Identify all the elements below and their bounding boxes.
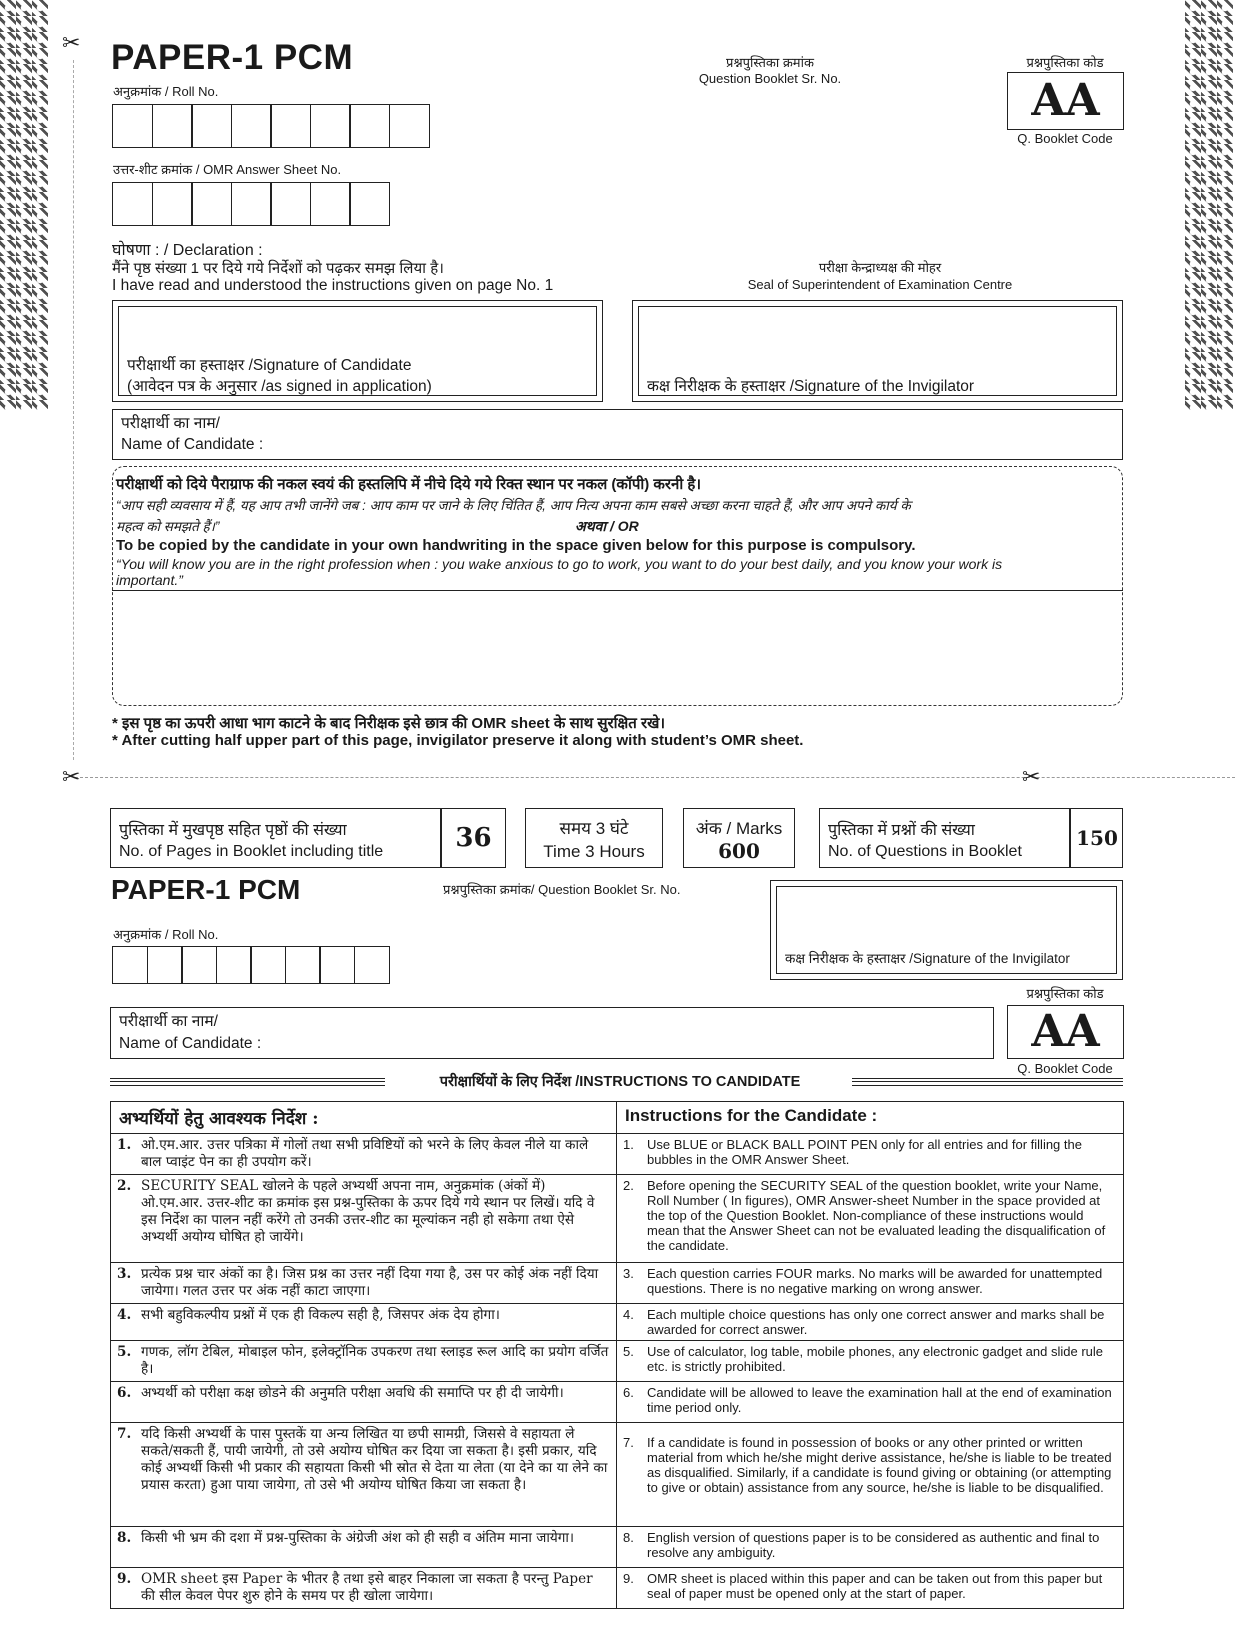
booklet-code-box-bottom: AA (1007, 1005, 1124, 1059)
instruction-row: 7. यदि किसी अभ्यर्थी के पास पुस्तकें या अन्य लिखित या छपी सामग्री, जिससे वे सहायता ले सकते/सकती हैं, पायी जायेगी, तो उसे अयोग्य घोषित कर दिया जा सकता है। इसी प्रकार, यदि कोई अभ्यर्थी किसी भी प्रकार की सहायता किसी भी स्रोत से देता या लेता (या देने का या लेने का प्रयास करता) हुआ पाया जायेगा, तो उसे भी अयोग्य घोषित किया जा सकता है। 7. If a candidate is found in possession of books or any other printed or written material from which he/she might derive assistance, he/she is liable to be treated as disqualified. Similarly, if a candidate is found giving or obtaining (or attempting to give or obtain) assistance from any source, he/she is liable to be disqualified. (111, 1423, 1124, 1527)
questions-label-en: No. of Questions in Booklet (828, 843, 1022, 860)
candidate-signature-frame (112, 300, 603, 402)
seal-label-en: Seal of Superintendent of Examination Centre (747, 277, 1013, 292)
scissors-icon: ✂ (62, 764, 81, 789)
candidate-name-box[interactable] (112, 409, 1123, 460)
heading-rule-left (110, 1078, 385, 1086)
pages-info-box (110, 808, 506, 868)
time-info-box (525, 808, 663, 868)
roll-no-grid[interactable] (112, 104, 430, 148)
questions-label-hi: पुस्तिका में प्रश्नों की संख्या (828, 822, 975, 839)
booklet-code-label-hi-bottom: प्रश्नपुस्तिका कोड (1026, 986, 1104, 1001)
scissors-icon: ✂ (1022, 764, 1041, 789)
booklet-code-box: AA (1007, 72, 1124, 130)
time-label-hi: समय 3 घंटे (559, 819, 629, 838)
candidate-signature-box[interactable] (118, 306, 597, 396)
note-english: * After cutting half upper part of this page, invigilator preserve it along with student’s OMR sheet. (112, 732, 804, 749)
seal-label-hi: परीक्षा केन्द्राध्यक्ष की मोहर (818, 260, 942, 275)
omr-no-label: उत्तर-शीट क्रमांक / OMR Answer Sheet No. (113, 162, 342, 177)
declaration-hindi: मैंने पृष्ठ संख्या 1 पर दिये गये निर्देशों को पढ़कर समझ लिया है। (112, 260, 444, 277)
pages-value: 36 (455, 823, 492, 853)
right-decorative-pattern (1185, 0, 1233, 410)
instruction-row: 8. किसी भी भ्रम की दशा में प्रश्न-पुस्तिका के अंग्रेजी अंश को ही सही व अंतिम माना जायेगा। 8. English version of questions paper is to be considered as authentic and final to resolve any ambiguity. (111, 1527, 1124, 1568)
pages-label-hi: पुस्तिका में मुखपृष्ठ सहित पृष्ठों की संख्या (119, 822, 347, 839)
roll-no-grid-bottom[interactable] (112, 946, 390, 984)
invigilator-signature-label-bottom: कक्ष निरीक्षक के हस्ताक्षर /Signature of the Invigilator (785, 951, 1070, 966)
instructions-heading: परीक्षार्थियों के लिए निर्देश /INSTRUCTIONS TO CANDIDATE (439, 1074, 801, 1090)
paper-title-bottom: PAPER-1 PCM (111, 874, 301, 905)
instruction-row: 4. सभी बहुविकल्पीय प्रश्नों में एक ही विकल्प सही है, जिसपर अंक देय होगा। 4. Each multiple choice questions has only one correct answer and marks shall be awarded for correct answer. (111, 1304, 1124, 1341)
omr-no-grid[interactable] (112, 182, 390, 226)
invigilator-signature-box-bottom[interactable] (776, 886, 1117, 974)
declaration-english: I have read and understood the instructions given on page No. 1 (112, 277, 554, 294)
marks-value: 600 (718, 839, 760, 863)
candidate-name-label-hi: परीक्षार्थी का नाम/ (121, 415, 220, 432)
copy-divider (112, 590, 1123, 591)
booklet-code-label-hi: प्रश्नपुस्तिका कोड (1026, 55, 1104, 70)
instructions-header-english: Instructions for the Candidate : (617, 1102, 1124, 1134)
instruction-row: 2. SECURITY SEAL खोलने के पहले अभ्यर्थी अपना नाम, अनुक्रमांक (अंकों में) ओ.एम.आर. उत्तर-शीट का क्रमांक इस प्रश्न-पुस्तिका के ऊपर दिये गये स्थान पर लिखें। यदि वे इस निर्देश का पालन नहीं करेंगे तो उनकी उत्तर-शीट का मूल्यांकन नही हो सकेगा तथा ऐसे अभ्यर्थी अयोग्य घोषित हो जायेंगे। 2. Before opening the SECURITY SEAL of the question booklet, write your Name, Roll Number ( In figures), OMR Answer-sheet Number in the space provided at the top of the Question Booklet. Non-compliance of these instructions would mean that the Answer Sheet can not be evaluated leading the disqualification of the candidate. (111, 1175, 1124, 1263)
questions-value: 150 (1076, 826, 1118, 850)
booklet-sr-label-hi: प्रश्नपुस्तिका क्रमांक (726, 55, 814, 70)
copy-heading-english: To be copied by the candidate in your own handwriting in the space given below for this purpose is compulsory. (116, 537, 916, 554)
instruction-row: 1. ओ.एम.आर. उत्तर पत्रिका में गोलों तथा सभी प्रविष्टियों को भरने के लिए केवल नीले या काले बाल प्वाइंट पेन का ही उपयोग करें। 1. Use BLUE or BLACK BALL POINT PEN only for all entries and for filling the bubbles in the OMR Answer Sheet. (111, 1134, 1124, 1175)
quote-english-line2: important.” (116, 572, 183, 588)
marks-info-box (683, 808, 795, 868)
instructions-header-hindi: अभ्यर्थियों हेतु आवश्यक निर्देश : (111, 1102, 617, 1134)
horizontal-cut-line (75, 777, 1235, 778)
booklet-code-label-en-bottom: Q. Booklet Code (1017, 1061, 1113, 1076)
vertical-cut-line (73, 60, 74, 760)
invigilator-signature-frame (632, 300, 1123, 402)
quote-hindi-line1: “आप सही व्यवसाय में हैं, यह आप तभी जानेंगे जब : आप काम पर जाने के लिए चिंतित हैं, आप नित्य अपना काम सबसे अच्छा करना चाहते हैं, और आप अपने कार्य के (116, 498, 911, 513)
booklet-sr-label-bottom: प्रश्नपुस्तिका क्रमांक/ Question Booklet Sr. No. (443, 882, 681, 897)
candidate-name-label-en-bottom: Name of Candidate : (119, 1035, 262, 1052)
invigilator-signature-label: कक्ष निरीक्षक के हस्ताक्षर /Signature of the Invigilator (647, 378, 975, 395)
questions-info-box (819, 808, 1123, 868)
booklet-sr-label-en: Question Booklet Sr. No. (698, 71, 842, 86)
roll-no-label-bottom: अनुक्रमांक / Roll No. (113, 927, 219, 942)
declaration-title: घोषणा : / Declaration : (112, 242, 263, 259)
invigilator-signature-box[interactable] (638, 306, 1117, 396)
instruction-row: 5. गणक, लॉग टेबिल, मोबाइल फोन, इलेक्ट्रॉनिक उपकरण तथा स्लाइड रूल आदि का प्रयोग वर्जित है। 5. Use of calculator, log table, mobile phones, any electronic gadget and slide rule etc. is strictly prohibited. (111, 1341, 1124, 1382)
left-decorative-pattern (0, 0, 48, 410)
copy-heading-hindi: परीक्षार्थी को दिये पैराग्राफ की नकल स्वयं की हस्तलिपि में नीचे दिये गये रिक्त स्थान पर नकल (कॉपी) करनी है। (116, 476, 702, 493)
handwriting-space[interactable] (116, 596, 1116, 700)
instruction-row: 6. अभ्यर्थी को परीक्षा कक्ष छोडने की अनुमति परीक्षा अवधि की समाप्ति पर ही दी जायेगी। 6. Candidate will be allowed to leave the examination hall at the end of examination time period only. (111, 1382, 1124, 1423)
instruction-row: 3. प्रत्येक प्रश्न चार अंकों का है। जिस प्रश्न का उत्तर नहीं दिया गया है, उस पर कोई अंक नहीं दिया जायेगा। गलत उत्तर पर अंक नहीं काटा जाएगा। 3. Each question carries FOUR marks. No marks will be awarded for unattempted questions. There is no negative marking on wrong answer. (111, 1263, 1124, 1304)
instruction-row: 9. OMR sheet इस Paper के भीतर है तथा इसे बाहर निकाला जा सकता है परन्तु Paper की सील केवल पेपर शुरु होने के समय पर ही खोला जायेगा। 9. OMR sheet is placed within this paper and can be taken out from this paper but seal of paper must be opened only at the start of paper. (111, 1568, 1124, 1609)
marks-label: अंक / Marks (695, 819, 783, 838)
time-label-en: Time 3 Hours (543, 842, 645, 861)
candidate-name-label-en: Name of Candidate : (121, 436, 264, 453)
roll-no-label: अनुक्रमांक / Roll No. (113, 84, 219, 99)
or-separator: अथवा / OR (575, 518, 639, 534)
note-hindi: * इस पृष्ठ का ऊपरी आधा भाग काटने के बाद निरीक्षक इसे छात्र की OMR sheet के साथ सुरक्षित रखे। (112, 715, 666, 732)
candidate-name-box-bottom[interactable] (110, 1007, 994, 1059)
candidate-signature-note: (आवेदन पत्र के अनुसार /as signed in application) (127, 378, 432, 395)
candidate-name-label-hi-bottom: परीक्षार्थी का नाम/ (119, 1013, 218, 1030)
pages-label-en: No. of Pages in Booklet including title (119, 843, 384, 860)
paper-title: PAPER-1 PCM (111, 38, 354, 77)
scissors-icon: ✂ (62, 30, 81, 55)
instructions-table (110, 1101, 1124, 1609)
invigilator-signature-frame-bottom (770, 880, 1123, 980)
quote-english-line1: “You will know you are in the right profession when : you wake anxious to go to work, you want to do your best daily, and you know your work is (116, 556, 1003, 572)
booklet-code-label-en: Q. Booklet Code (1017, 131, 1113, 146)
heading-rule-right (852, 1078, 1123, 1086)
quote-hindi-line2: महत्व को समझते हैं।” (116, 519, 220, 534)
candidate-signature-label: परीक्षार्थी का हस्ताक्षर /Signature of Candidate (127, 357, 412, 374)
